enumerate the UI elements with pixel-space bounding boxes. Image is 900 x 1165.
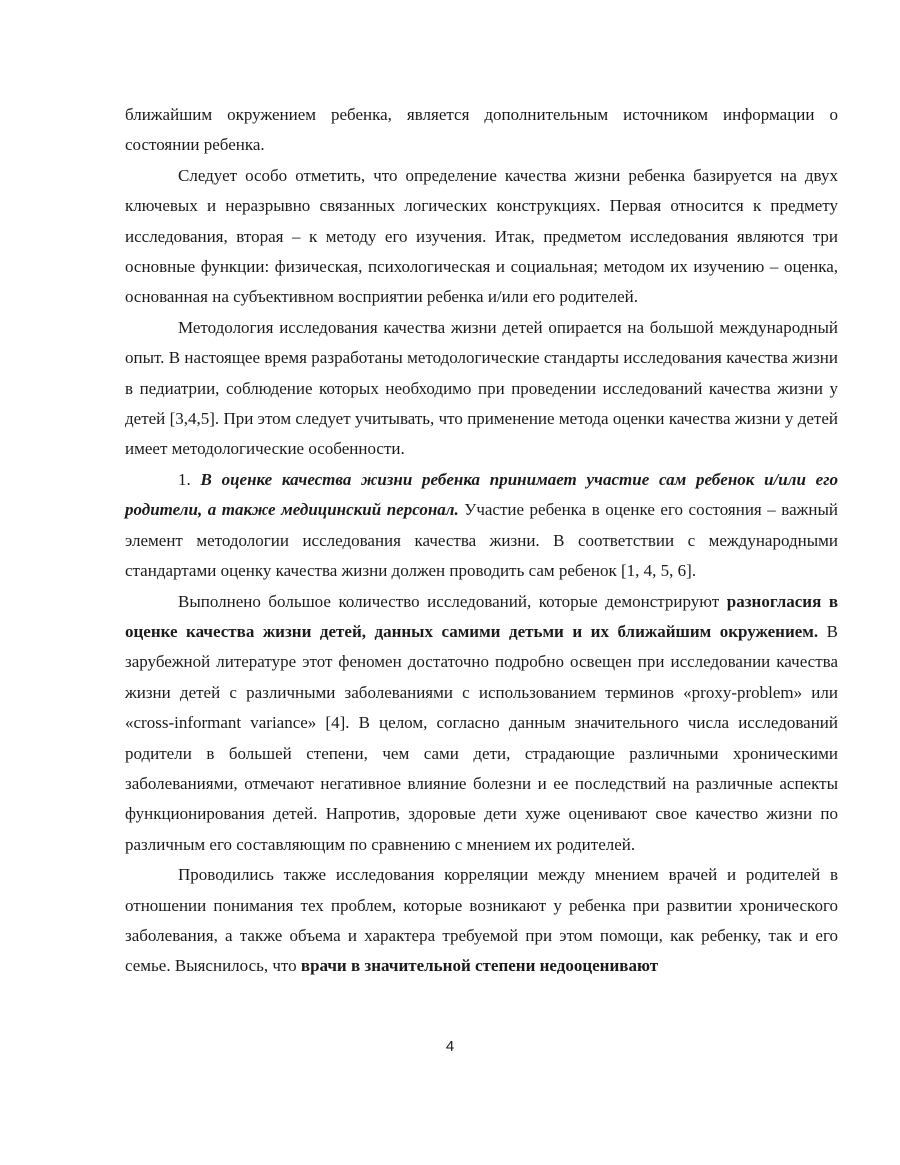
paragraph-text: Следует особо отметить, что определение качества жизни ребенка базируется на двух ключевых и неразрывно связанных логических конструкциях. Первая относится к предмету исследования, вторая – к методу его изучения. Итак, предметом исследования являются три основные функции: физическая, психологическая и социальная; методом их изучению – оценка, основанная на субъективном восприятии ребенка и/или его родителей. [125, 165, 838, 307]
paragraph-text: В зарубежной литературе этот феномен достаточно подробно освещен при исследовании качества жизни детей с различными заболеваниями с использованием терминов «proxy-problem» или «cross-informant variance» [4]. В целом, согласно данным значительного числа исследований родители в большей степени, чем сами дети, страдающие различными хроническими заболеваниями, отмечают негативное влияние болезни и ее последствий на различные аспекты функционирования детей. Напротив, здоровые дети хуже оценивают свое качество жизни по различным его составляющим по сравнению с мнением их родителей. [125, 621, 838, 854]
bold-emphasis: разногласия в оценке качества жизни детей, данных самими детьми и их ближайшим окружением. [125, 591, 838, 641]
list-number: 1. [178, 469, 191, 489]
paragraph [125, 860, 838, 982]
paragraph [125, 587, 838, 861]
paragraph-continuation [125, 100, 838, 161]
paragraph-text: Участие ребенка в оценке его состояния – важный элемент методологии исследования качества жизни. В соответствии с международными стандартами оценку качества жизни должен проводить сам ребенок [1, 4, 5, 6]. [125, 500, 839, 581]
page-number: 4 [445, 1038, 455, 1055]
paragraph [125, 313, 838, 465]
numbered-paragraph [125, 465, 838, 587]
paragraph-lead: Проводились также исследования корреляции между мнением врачей и родителей в отношении понимания тех проблем, которые возникают у ребенка при развитии хронического заболевания, а также объема и характера требуемой при этом помощи, как ребенку, так и его семье. Выяснилось, что [125, 865, 838, 976]
body-text [125, 100, 838, 982]
paragraph [125, 161, 838, 313]
paragraph-text: Методология исследования качества жизни детей опирается на большой международный опыт. В настоящее время разработаны методологические стандарты исследования качества жизни в педиатрии, соблюдение которых необходимо при проведении исследований качества жизни у детей [3,4,5]. При этом следует учитывать, что применение метода оценки качества жизни у детей имеет методологические особенности. [125, 317, 838, 459]
paragraph-text: ближайшим окружением ребенка, является дополнительным источником информации о состоянии ребенка. [125, 105, 838, 155]
bold-emphasis: врачи в значительной степени недооценивают [300, 956, 659, 976]
bold-italic-emphasis: В оценке качества жизни ребенка принимает участие сам ребенок и/или его родители, а также медицинский персонал. [125, 469, 839, 520]
paragraph-lead: Выполнено большое количество исследований, которые демонстрируют [178, 591, 720, 611]
